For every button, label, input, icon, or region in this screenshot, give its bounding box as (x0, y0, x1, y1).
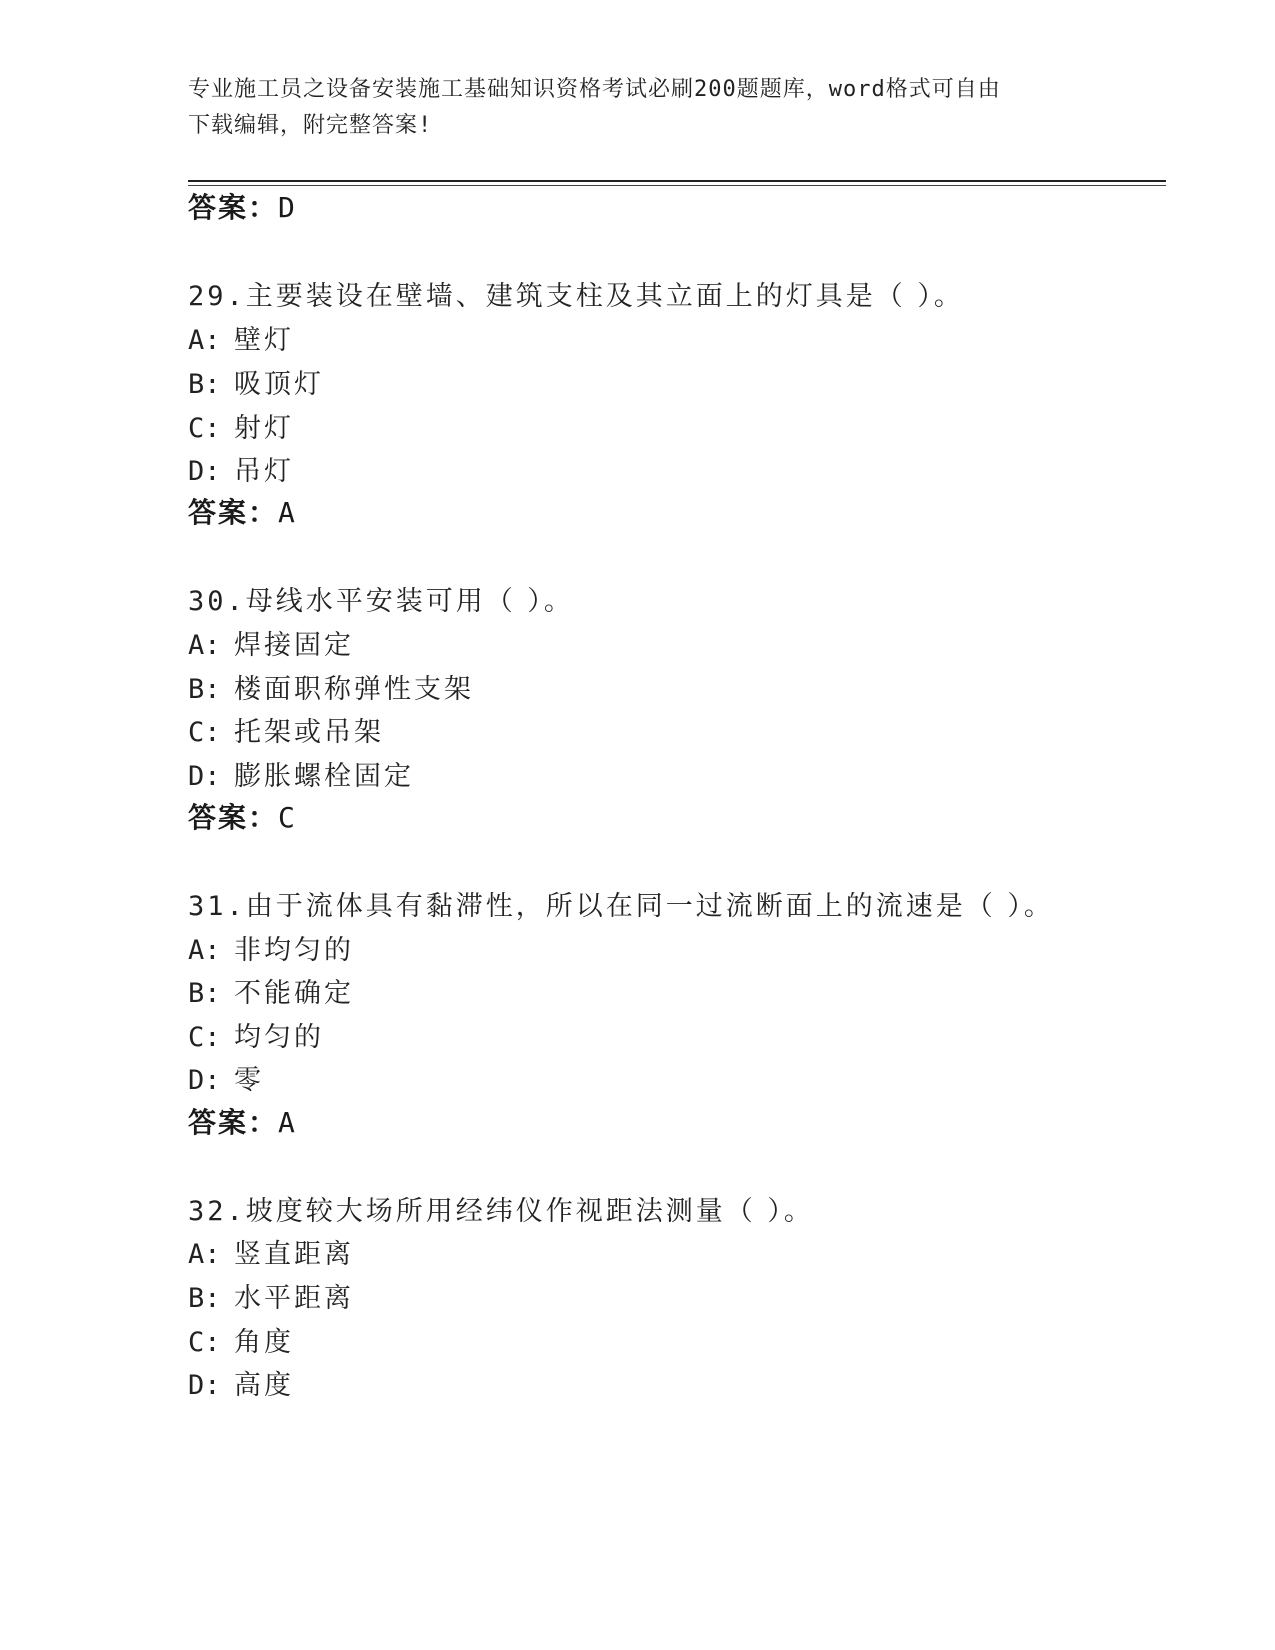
option-key: D: (188, 456, 221, 487)
question-31 (188, 884, 1054, 923)
option-key: B: (188, 1283, 221, 1314)
option-key: A: (188, 1239, 221, 1270)
answer-value: A (278, 496, 297, 529)
option-key: C: (188, 1327, 221, 1358)
option-key: C: (188, 717, 221, 748)
document-header (188, 72, 1088, 144)
option-key: D: (188, 761, 221, 792)
question-text: 由于流体具有黏滞性，所以在同一过流断面上的流速是（ ）。 (245, 891, 1054, 922)
question-text: 母线水平安装可用（ ）。 (245, 586, 574, 617)
question-number: 29. (188, 281, 246, 312)
option-text: 不能确定 (234, 978, 354, 1009)
option-key: A: (188, 325, 221, 356)
option-text: 水平距离 (234, 1283, 354, 1314)
option-30-a (188, 623, 354, 662)
option-30-d (188, 754, 414, 793)
answer-label: 答案： (188, 1106, 279, 1139)
option-key: A: (188, 630, 221, 661)
answer-line-30 (188, 796, 297, 836)
option-31-a (188, 928, 354, 967)
answer-line-31 (188, 1101, 297, 1141)
question-29 (188, 274, 964, 313)
option-key: D: (188, 1065, 221, 1096)
question-text: 主要装设在壁墙、建筑支柱及其立面上的灯具是（ ）。 (245, 281, 964, 312)
header-divider-thin (188, 185, 1166, 186)
option-32-d (188, 1363, 294, 1402)
answer-label: 答案： (188, 191, 279, 224)
option-31-c (188, 1015, 324, 1054)
option-32-a (188, 1232, 354, 1271)
option-text: 楼面职称弹性支架 (234, 674, 474, 705)
option-text: 托架或吊架 (234, 717, 384, 748)
option-text: 吸顶灯 (234, 369, 324, 400)
answer-value: D (278, 191, 297, 224)
question-32 (188, 1189, 814, 1228)
question-30 (188, 579, 574, 618)
answer-value: C (278, 801, 297, 834)
option-key: D: (188, 1370, 221, 1401)
answer-line-prev (188, 186, 297, 226)
option-text: 射灯 (234, 413, 294, 444)
question-text: 坡度较大场所用经纬仪作视距法测量（ ）。 (245, 1196, 814, 1227)
option-key: C: (188, 413, 221, 444)
option-text: 角度 (234, 1327, 294, 1358)
option-31-d (188, 1058, 264, 1097)
option-29-a (188, 318, 294, 357)
option-text: 非均匀的 (234, 935, 354, 966)
option-text: 零 (234, 1065, 264, 1096)
option-text: 高度 (234, 1370, 294, 1401)
header-divider-thick (188, 180, 1166, 182)
option-key: B: (188, 978, 221, 1009)
answer-value: A (278, 1106, 297, 1139)
option-29-c (188, 406, 294, 445)
option-29-d (188, 449, 294, 488)
header-line-2: 下载编辑，附完整答案! (188, 113, 433, 138)
option-key: B: (188, 369, 221, 400)
option-text: 膨胀螺栓固定 (234, 761, 414, 792)
option-31-b (188, 971, 354, 1010)
option-key: A: (188, 935, 221, 966)
option-text: 均匀的 (234, 1022, 324, 1053)
option-text: 壁灯 (234, 325, 294, 356)
question-number: 30. (188, 586, 246, 617)
option-32-b (188, 1276, 354, 1315)
option-text: 吊灯 (234, 456, 294, 487)
option-32-c (188, 1320, 294, 1359)
option-text: 焊接固定 (234, 630, 354, 661)
option-key: C: (188, 1022, 221, 1053)
option-30-b (188, 667, 474, 706)
option-29-b (188, 362, 324, 401)
option-text: 竖直距离 (234, 1239, 354, 1270)
answer-line-29 (188, 491, 297, 531)
option-30-c (188, 710, 384, 749)
option-key: B: (188, 674, 221, 705)
answer-label: 答案： (188, 496, 279, 529)
question-number: 31. (188, 891, 246, 922)
question-number: 32. (188, 1196, 246, 1227)
answer-label: 答案： (188, 801, 279, 834)
header-line-1: 专业施工员之设备安装施工基础知识资格考试必刷200题题库，word格式可自由 (188, 77, 1001, 102)
